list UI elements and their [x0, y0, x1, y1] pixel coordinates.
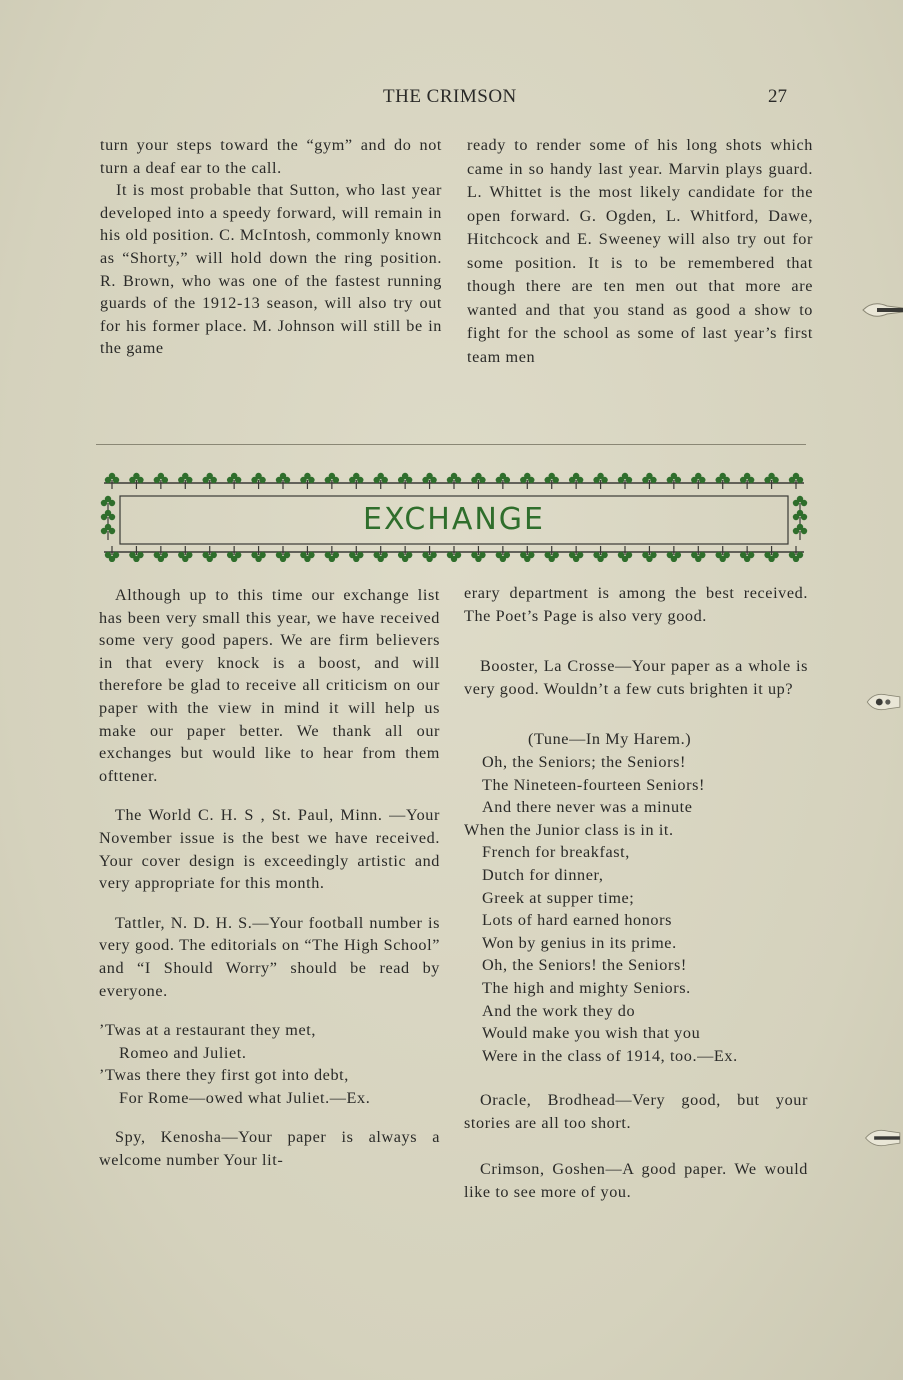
clover-leaf-icon [203, 546, 217, 562]
clover-leaf-icon [691, 473, 705, 489]
clover-leaf-icon [374, 546, 388, 562]
clover-leaf-icon [642, 473, 656, 489]
clover-leaf-icon [325, 473, 339, 489]
clover-leaf-icon [325, 546, 339, 562]
poem-line: Would make you wish that you [482, 1024, 701, 1043]
binding-clip-icon [859, 298, 903, 322]
exchange-review-crimson: Crimson, Goshen—A good paper. We would like to see more of you. [464, 1160, 808, 1202]
clover-leaf-icon [398, 473, 412, 489]
clover-leaf-icon [789, 546, 803, 562]
clover-leaf-icon [691, 546, 705, 562]
clover-leaf-icon [227, 546, 241, 562]
clover-leaf-icon [129, 473, 143, 489]
poem-line: Dutch for dinner, [482, 865, 604, 884]
clover-leaf-icon [618, 473, 632, 489]
poem-line: Won by genius in its prime. [482, 933, 677, 952]
exchange-review-spy-continued: erary department is among the best received. The Poet’s Page is also very good. [464, 584, 808, 625]
exchange-review-tattler: Tattler, N. D. H. S.—Your football number is very good. The editorials on “The High School” and “I Should Worry” should be read by everyone. [99, 913, 440, 1000]
clover-leaf-icon [789, 473, 803, 489]
clover-leaf-icon [374, 473, 388, 489]
clover-leaf-icon [276, 473, 290, 489]
poem-line: The Nineteen-fourteen Seniors! [482, 775, 705, 794]
exchange-review-oracle: Oracle, Brodhead—Very good, but your stories are all too short. [464, 1091, 808, 1132]
athletics-paragraph: turn your steps toward the “gym” and do not turn a deaf ear to the call. [100, 136, 442, 177]
clover-leaf-icon [154, 473, 168, 489]
verse-line: ’Twas there they first got into debt, [99, 1066, 349, 1085]
clover-leaf-icon [520, 473, 534, 489]
poem-line: Oh, the Seniors; the Seniors! [482, 752, 686, 771]
clover-leaf-icon [642, 546, 656, 562]
poem-line: French for breakfast, [482, 843, 630, 862]
verse-line: For Rome—owed what Juliet.—Ex. [119, 1088, 371, 1107]
clover-leaf-icon [349, 546, 363, 562]
athletics-left-column [100, 134, 442, 360]
exchange-left-column [99, 584, 440, 1172]
clover-leaf-icon [667, 473, 681, 489]
clover-leaf-icon [251, 546, 265, 562]
clover-leaf-icon [178, 473, 192, 489]
clover-leaf-icon [667, 546, 681, 562]
clover-leaf-icon [447, 546, 461, 562]
clover-leaf-icon [593, 546, 607, 562]
clover-leaf-icon [545, 473, 559, 489]
clover-leaf-icon [569, 546, 583, 562]
clover-leaf-icon [276, 546, 290, 562]
clover-leaf-icon [471, 546, 485, 562]
poem-line: The high and mighty Seniors. [482, 978, 691, 997]
clover-leaf-icon [422, 546, 436, 562]
clover-leaf-icon [618, 546, 632, 562]
poem-tune: (Tune—In My Harem.) [528, 730, 692, 749]
clover-leaf-icon [227, 473, 241, 489]
clover-leaf-icon [740, 546, 754, 562]
clover-leaf-icon [422, 473, 436, 489]
clover-leaf-icon [105, 473, 119, 489]
clover-leaf-icon [471, 473, 485, 489]
clover-leaf-icon [251, 473, 265, 489]
clover-leaf-icon [154, 546, 168, 562]
clover-leaf-icon [129, 546, 143, 562]
clover-leaf-icon [764, 473, 778, 489]
poem-line: Oh, the Seniors! the Seniors! [482, 956, 687, 975]
exchange-review-world: The World C. H. S , St. Paul, Minn. —Your November issue is the best we have received. Your cover design is exceedingly artistic and very appropriate for this month. [99, 806, 440, 893]
clover-leaf-icon [178, 546, 192, 562]
clover-leaf-icon [740, 473, 754, 489]
journal-title: THE CRIMSON [383, 86, 517, 107]
athletics-right-column [467, 134, 813, 369]
clover-leaf-icon [569, 473, 583, 489]
clover-leaf-icon [545, 546, 559, 562]
exchange-intro: Although up to this time our exchange list has been very small this year, we have received some very good papers. We are firm believers in that every knock is a boost, and will therefore be glad to receive all criticism on our paper with the view in mind it will help us make our paper better. We thank all our exchanges but would like to hear from them ofttener. [99, 586, 440, 785]
clover-leaf-icon [447, 473, 461, 489]
binding-clip-icon [859, 1126, 903, 1150]
poem-line: When the Junior class is in it. [464, 820, 674, 839]
clover-leaf-icon [593, 473, 607, 489]
exchange-review-booster: Booster, La Crosse—Your paper as a whole is very good. Wouldn’t a few cuts brighten it up? [464, 657, 808, 698]
clover-leaf-icon [203, 473, 217, 489]
clover-leaf-icon [398, 546, 412, 562]
verse-line: ’Twas at a restaurant they met, [99, 1021, 317, 1040]
binding-clip-icon [859, 690, 903, 714]
page-number: 27 [768, 86, 787, 107]
poem-line: Lots of hard earned honors [482, 911, 673, 930]
romeo-verse [99, 1019, 440, 1109]
clover-leaf-icon [496, 546, 510, 562]
clover-leaf-icon [764, 546, 778, 562]
clover-leaf-icon [300, 546, 314, 562]
poem-line: And the work they do [482, 1001, 636, 1020]
running-head [0, 86, 903, 110]
harem-poem [464, 728, 808, 1067]
poem-line: And there never was a minute [482, 798, 693, 817]
athletics-paragraph: It is most probable that Sutton, who last year developed into a speedy forward, will remain in his old position. C. McIntosh, commonly known as “Shorty,” will hold down the ring position. R. Brown, who was one of the fastest running guards of the 1912-13 season, will also try out for his former place. M. Johnson will still be in the game [100, 181, 442, 358]
clover-leaf-icon [716, 546, 730, 562]
clover-leaf-icon [349, 473, 363, 489]
athletics-paragraph: ready to render some of his long shots which came in so handy last year. Marvin plays guard. L. Whittet is the most likely candidate for the open forward. G. Ogden, L. Whitford, Dawe, Hitchcock and E. Sweeney will also try out for some position. It is to be remembered that though there are ten men out that more are wanted and that you stand as good a show to fight for the school as some of last year’s first team men [467, 136, 813, 366]
exchange-banner [96, 466, 812, 562]
exchange-review-spy: Spy, Kenosha—Your paper is always a welcome number Your lit- [99, 1128, 440, 1170]
poem-line: Greek at supper time; [482, 888, 635, 907]
exchange-right-column [464, 582, 808, 1204]
clover-leaf-icon [105, 546, 119, 562]
exchange-heading: EXCHANGE [363, 502, 545, 537]
verse-line: Romeo and Juliet. [119, 1043, 247, 1062]
clover-leaf-icon [496, 473, 510, 489]
poem-line: Were in the class of 1914, too.—Ex. [482, 1046, 738, 1065]
clover-leaf-icon [716, 473, 730, 489]
clover-leaf-icon [520, 546, 534, 562]
clover-leaf-icon [300, 473, 314, 489]
section-divider [96, 444, 806, 445]
